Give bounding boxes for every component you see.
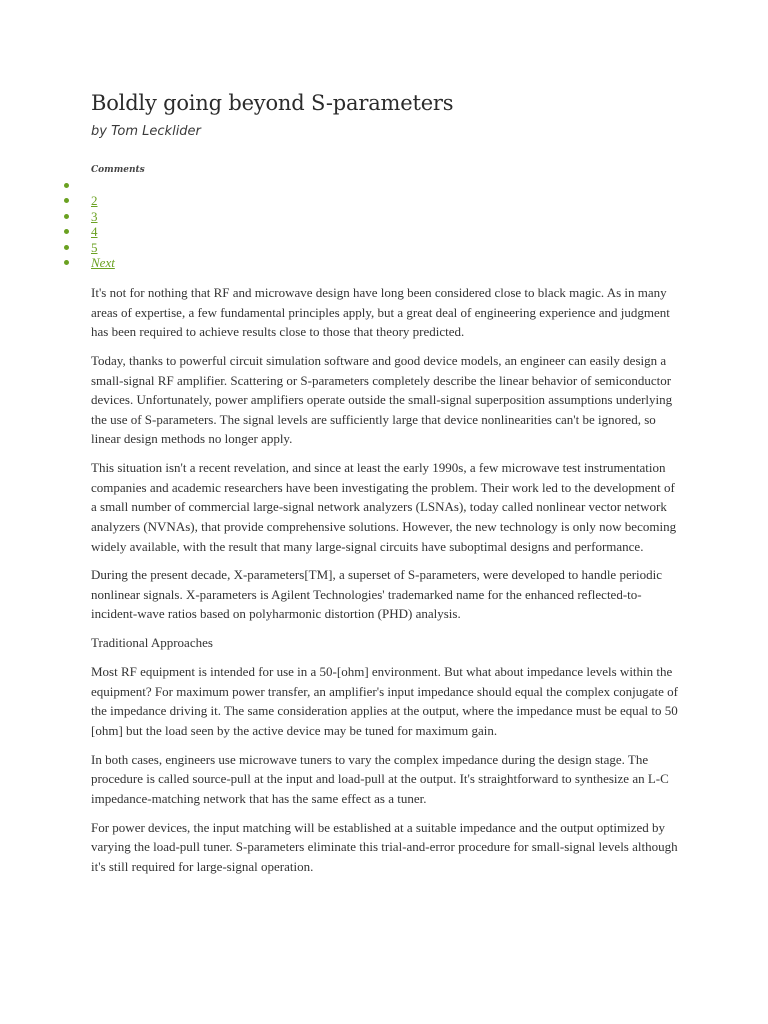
body-paragraph: It's not for nothing that RF and microwave design have long been considered close to black magic. As in many areas of expertise, a few fundamental principles apply, but a great deal of engineering experience and judgment has been required to achieve results close to those that theory predicted. [91,285,670,340]
pagination-item [64,255,115,270]
bullet-icon [64,214,69,219]
body-paragraph: Today, thanks to powerful circuit simulation software and good device models, an engineer can easily design a small-signal RF amplifier. Scattering or S-parameters completely describe the linear behavior of semiconductor devices. Unfortunately, power amplifiers operate outside the small-signal superposition assumptions underlying the use of S-parameters. The signal levels are sufficiently large that device nonlinearities can't be ignored, so linear design methods no longer apply. [91,352,673,447]
pagination-item [64,209,115,224]
pagination-link-2[interactable]: 2 [91,193,98,209]
bullet-icon [64,245,69,250]
section-heading: Traditional Approaches [91,635,213,651]
body-paragraph: During the present decade, X-parameters[TM], a superset of S-parameters, were developed to handle periodic nonlinear signals. X-parameters is Agilent Technologies' trademarked name for the enhanced reflected-to-incident-wave ratios based on polyharmonic distortion (PHD) analysis. [91,567,663,622]
article-byline: by Tom Lecklider [91,124,201,139]
article-title: Boldly going beyond S-parameters [91,91,454,115]
body-paragraph: Most RF equipment is intended for use in a 50-[ohm] environment. But what about impedance levels within the equipment? For maximum power transfer, an amplifier's input impedance should equal the complex conjugate of the impedance driving it. The same consideration applies at the output, where the impedance must be equal to 50 [ohm] but the load seen by the active device may be tuned for maximum gain. [91,664,679,738]
comments-link[interactable]: Comments [91,165,145,175]
pagination-link-3[interactable]: 3 [91,208,98,224]
pagination-item [64,224,115,239]
bullet-icon [64,260,69,265]
bullet-icon [64,183,69,188]
body-paragraph: For power devices, the input matching will be established at a suitable impedance and the output optimized by varying the load-pull tuner. S-parameters eliminate this trial-and-error procedure for small-signal levels although it's still required for large-signal operation. [91,819,678,874]
pagination-next-link[interactable]: Next [91,254,115,270]
pagination-link-5[interactable]: 5 [91,239,98,255]
pagination-list [64,178,115,270]
pagination-item [64,193,115,208]
bullet-icon [64,198,69,203]
pagination-item [64,178,115,193]
body-paragraph: This situation isn't a recent revelation, and since at least the early 1990s, a few microwave test instrumentation companies and academic researchers have been investigating the problem. Their work led to the development of a small number of commercial large-signal network analyzers (LSNAs), today called nonlinear vector network analyzers (NVNAs), that provide comprehensive solutions. However, the new technology is only now becoming widely available, with the result that many large-signal circuits have suboptimal designs and performance. [91,460,677,554]
pagination-item [64,240,115,255]
article-body [91,283,681,886]
bullet-icon [64,229,69,234]
pagination-link-4[interactable]: 4 [91,224,98,240]
body-paragraph: In both cases, engineers use microwave tuners to vary the complex impedance during the design stage. The procedure is called source-pull at the input and load-pull at the output. It's straightforward to synthesize an L-C impedance-matching network that has the same effect as a tuner. [91,751,669,806]
